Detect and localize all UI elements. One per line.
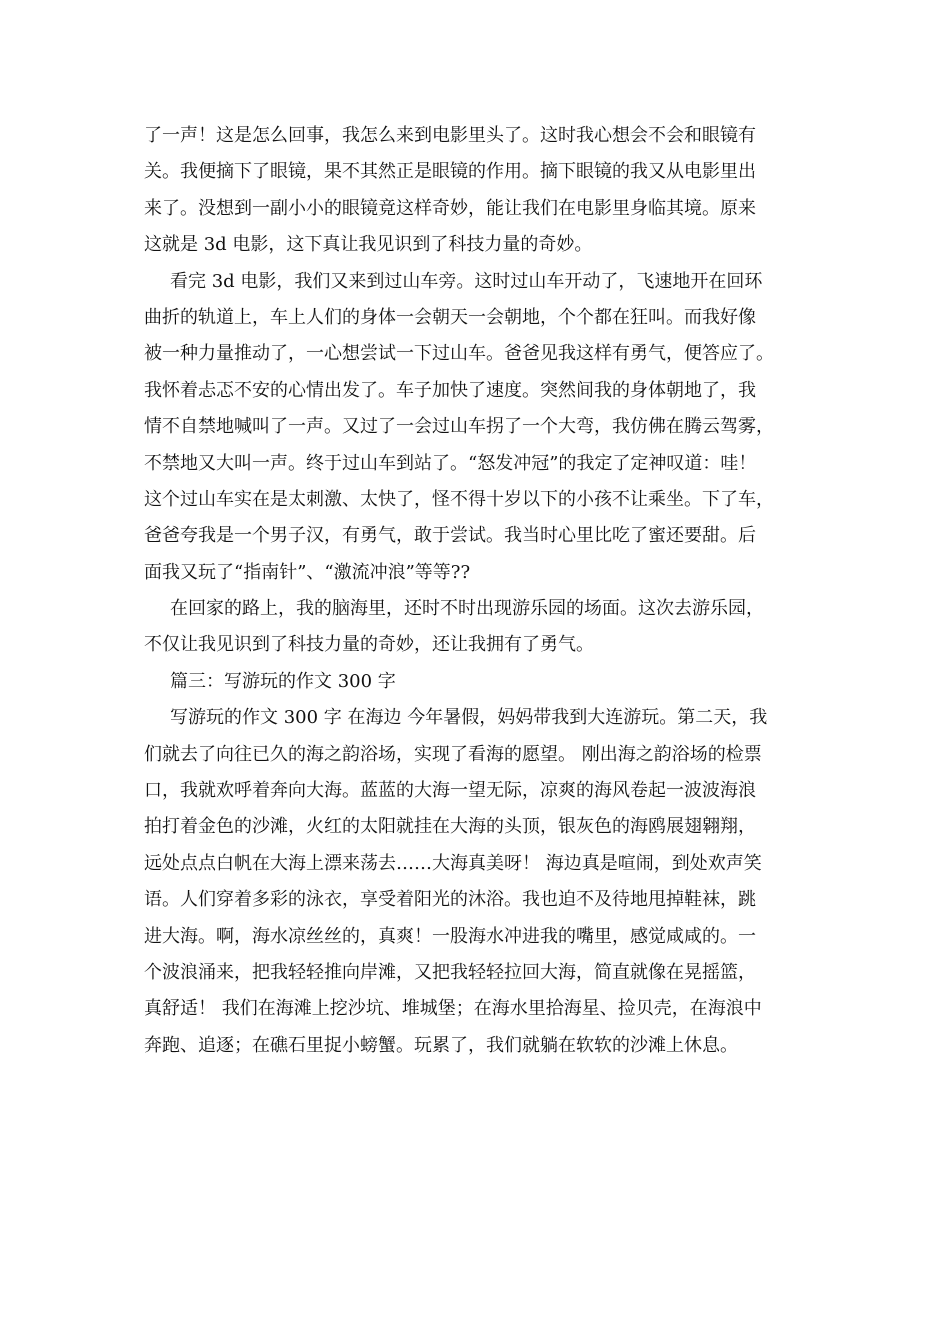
- text-line: 曲折的轨道上，车上人们的身体一会朝天一会朝地，个个都在狂叫。而我好像: [144, 306, 756, 328]
- text-line: 看完 3d 电影，我们又来到过山车旁。这时过山车开动了，飞速地开在回环: [170, 270, 763, 292]
- section-heading: 篇三：写游玩的作文 300 字: [170, 670, 396, 692]
- text-line: 我怀着忐忑不安的心情出发了。车子加快了速度。突然间我的身体朝地了，我: [144, 379, 756, 401]
- text-line: 真舒适！ 我们在海滩上挖沙坑、堆城堡；在海水里拾海星、捡贝壳，在海浪中: [144, 998, 762, 1020]
- text-line: 这就是 3d 电影，这下真让我见识到了科技力量的奇妙。: [144, 234, 593, 256]
- text-line: 来了。没想到一副小小的眼镜竟这样奇妙，能让我们在电影里身临其境。原来: [144, 197, 756, 219]
- text-line: 爸爸夸我是一个男子汉，有勇气，敢于尝试。我当时心里比吃了蜜还要甜。后: [144, 525, 756, 547]
- text-line: 不禁地又大叫一声。终于过山车到站了。“怒发冲冠”的我定了定神叹道：哇！: [144, 452, 757, 474]
- text-line: 奔跑、追逐；在礁石里捉小螃蟹。玩累了，我们就躺在软软的沙滩上休息。: [144, 1034, 738, 1056]
- text-line: 个波浪涌来，把我轻轻推向岸滩，又把我轻轻拉回大海，简直就像在晃摇篮，: [144, 961, 756, 983]
- text-line: 在回家的路上，我的脑海里，还时不时出现游乐园的场面。这次去游乐园，: [170, 598, 764, 620]
- text-line: 不仅让我见识到了科技力量的奇妙，还让我拥有了勇气。: [144, 634, 594, 656]
- text-line: 进大海。啊，海水凉丝丝的，真爽！一股海水冲进我的嘴里，感觉咸咸的。一: [144, 925, 756, 947]
- text-line: 写游玩的作文 300 字 在海边 今年暑假，妈妈带我到大连游玩。第二天，我: [170, 707, 768, 729]
- text-line: 拍打着金色的沙滩，火红的太阳就挂在大海的头顶，银灰色的海鸥展翅翱翔，: [144, 816, 756, 838]
- text-line: 远处点点白帆在大海上漂来荡去……大海真美呀！ 海边真是喧闹，到处欢声笑: [144, 852, 762, 874]
- essay-text: [144, 118, 808, 1064]
- text-line: 关。我便摘下了眼镜，果不其然正是眼镜的作用。摘下眼镜的我又从电影里出: [144, 161, 756, 183]
- text-line: 们就去了向往已久的海之韵浴场，实现了看海的愿望。 刚出海之韵浴场的检票: [144, 743, 762, 765]
- text-line: 面我又玩了“指南针”、“激流冲浪”等等??: [144, 561, 471, 583]
- text-line: 语。人们穿着多彩的泳衣，享受着阳光的沐浴。我也迫不及待地甩掉鞋袜，跳: [144, 889, 756, 911]
- text-line: 口，我就欢呼着奔向大海。蓝蓝的大海一望无际，凉爽的海风卷起一波波海浪: [144, 780, 756, 802]
- text-line: 这个过山车实在是太刺激、太快了，怪不得十岁以下的小孩不让乘坐。下了车，: [144, 488, 774, 510]
- text-line: 了一声！这是怎么回事，我怎么来到电影里头了。这时我心想会不会和眼镜有: [144, 125, 756, 146]
- text-line: 情不自禁地喊叫了一声。又过了一会过山车拐了一个大弯，我仿佛在腾云驾雾，: [144, 416, 774, 438]
- text-line: 被一种力量推动了，一心想尝试一下过山车。爸爸见我这样有勇气，便答应了。: [144, 343, 774, 365]
